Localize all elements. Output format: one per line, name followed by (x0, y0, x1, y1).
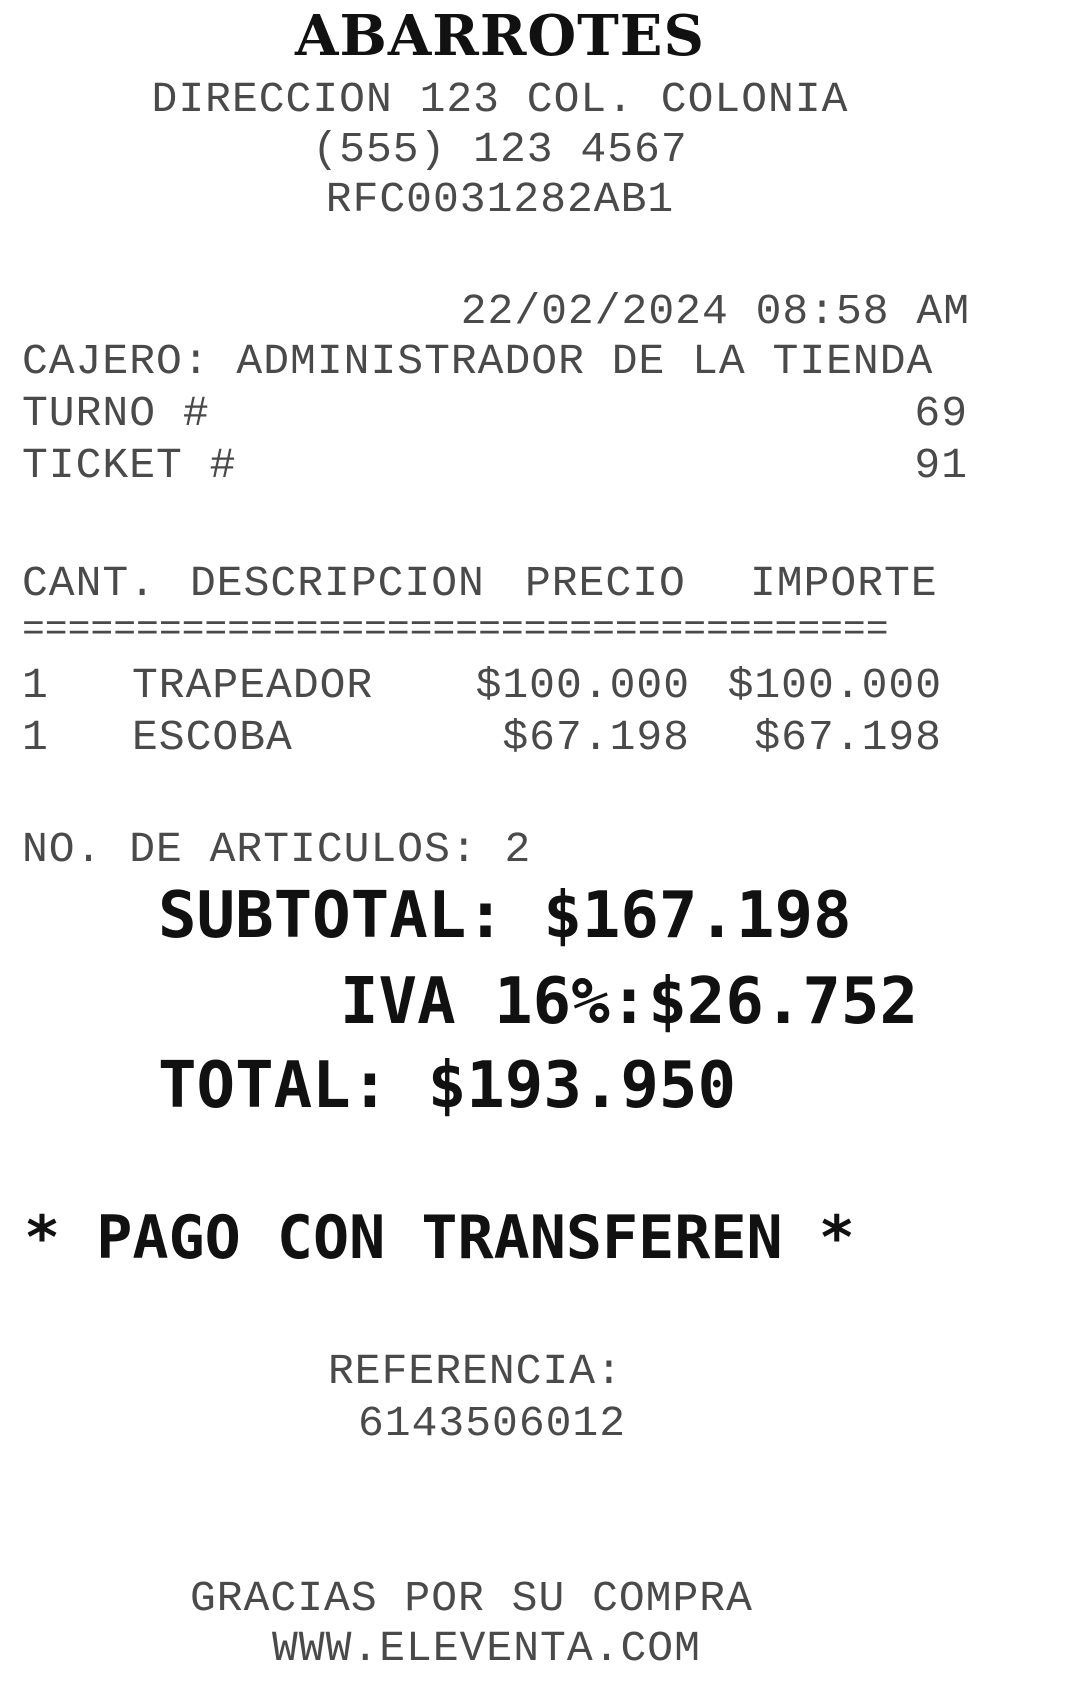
cashier-line: CAJERO: ADMINISTRADOR DE LA TIENDA (22, 337, 934, 386)
row-1-description: TRAPEADOR (132, 661, 374, 710)
item-count: NO. DE ARTICULOS: 2 (22, 825, 532, 874)
col-header-qty: CANT. (22, 559, 157, 608)
row-1-price: $100.000 (475, 661, 690, 710)
row-2-amount: $67.198 (754, 713, 942, 762)
col-header-amount: IMPORTE (750, 559, 938, 608)
store-phone: (555) 123 4567 (312, 125, 688, 174)
total: TOTAL: $193.950 (158, 1049, 736, 1123)
ticket-value: 91 (914, 441, 968, 490)
shift-value: 69 (914, 389, 968, 438)
website: WWW.ELEVENTA.COM (272, 1624, 701, 1673)
reference-value: 6143506012 (358, 1399, 627, 1448)
table-separator: ====================================== (22, 609, 889, 652)
shift-label: TURNO # (22, 389, 210, 438)
col-header-price: PRECIO (525, 559, 686, 608)
ticket-label: TICKET # (22, 441, 237, 490)
store-address: DIRECCION 123 COL. COLONIA (151, 75, 849, 124)
subtotal: SUBTOTAL: $167.198 (158, 879, 852, 953)
store-name: ABARROTES (295, 3, 705, 69)
thanks-message: GRACIAS POR SU COMPRA (190, 1574, 753, 1623)
reference-label: REFERENCIA: (328, 1347, 623, 1396)
store-rfc: RFC0031282AB1 (325, 175, 675, 224)
col-header-description: DESCRIPCION (190, 559, 485, 608)
row-1-qty: 1 (22, 661, 49, 710)
row-2-description: ESCOBA (132, 713, 293, 762)
payment-method: * PAGO CON TRANSFEREN * (24, 1203, 855, 1273)
row-1-amount: $100.000 (727, 661, 942, 710)
row-2-price: $67.198 (502, 713, 690, 762)
iva: IVA 16%:$26.752 (340, 965, 918, 1039)
row-2-qty: 1 (22, 713, 49, 762)
sale-datetime: 22/02/2024 08:58 AM (460, 287, 970, 336)
